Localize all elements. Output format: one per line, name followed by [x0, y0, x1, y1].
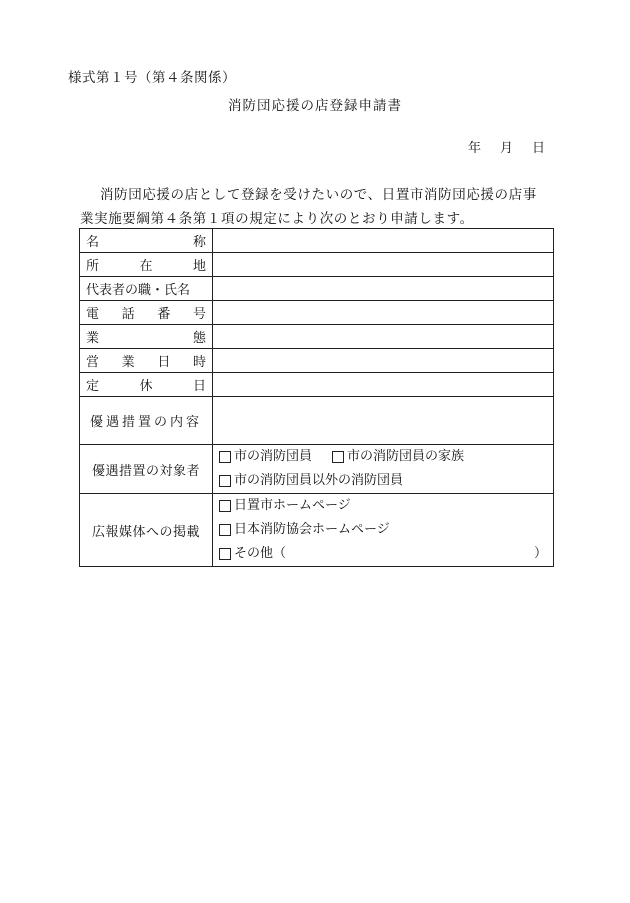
statement-line-1: 消防団応援の店として登録を受けたいので、日置市消防団応援の店事 [100, 187, 537, 203]
label-business-type: 業 態 [80, 325, 213, 349]
application-table [79, 228, 554, 567]
media-option-city-homepage [219, 494, 547, 518]
row-target [80, 445, 554, 494]
checkbox-city-member[interactable] [219, 451, 231, 463]
value-holidays[interactable] [213, 373, 554, 397]
statement-line-2: 業実施要綱第４条第１項の規定により次のとおり申請します。 [80, 211, 474, 227]
target-option-row-2 [219, 469, 547, 493]
form-number: 様式第１号（第４条関係） [68, 70, 236, 86]
row-business-type [80, 325, 554, 349]
date-year-label: 年 [468, 141, 482, 156]
option-other-member: 市の消防団員以外の消防団員 [234, 473, 404, 488]
target-option-row-1 [219, 445, 547, 469]
target-options [213, 445, 554, 494]
row-benefits [80, 397, 554, 445]
label-media: 広報媒体への掲載 [80, 494, 213, 567]
checkbox-city-homepage[interactable] [219, 500, 231, 512]
date-day-label: 日 [532, 141, 546, 156]
checkbox-association-homepage[interactable] [219, 524, 231, 536]
value-business-hours[interactable] [213, 349, 554, 373]
checkbox-other-member[interactable] [219, 475, 231, 487]
value-address[interactable] [213, 253, 554, 277]
row-phone [80, 301, 554, 325]
value-phone[interactable] [213, 301, 554, 325]
media-options [213, 494, 554, 567]
option-city-member: 市の消防団員 [234, 449, 313, 464]
form-title: 消防団応援の店登録申請書 [228, 98, 402, 114]
option-city-member-family: 市の消防団員の家族 [347, 449, 465, 464]
checkbox-media-other[interactable] [219, 548, 231, 560]
label-phone: 電 話 番 号 [80, 301, 213, 325]
media-option-other [219, 542, 547, 566]
label-address: 所 在 地 [80, 253, 213, 277]
value-shop-name[interactable] [213, 229, 554, 253]
date-line [468, 137, 545, 156]
label-target: 優遇措置の対象者 [80, 445, 213, 494]
value-representative[interactable] [213, 277, 554, 301]
label-business-hours: 営 業 日 時 [80, 349, 213, 373]
label-holidays: 定 休 日 [80, 373, 213, 397]
checkbox-city-member-family[interactable] [332, 451, 344, 463]
label-representative: 代表者の職・氏名 [80, 277, 213, 301]
application-statement [80, 183, 556, 231]
label-shop-name: 名 称 [80, 229, 213, 253]
option-association-homepage: 日本消防協会ホームページ [234, 522, 390, 537]
media-option-association-homepage [219, 518, 547, 542]
date-month-label: 月 [500, 141, 514, 156]
row-holidays [80, 373, 554, 397]
row-address [80, 253, 554, 277]
row-business-hours [80, 349, 554, 373]
row-representative [80, 277, 554, 301]
label-benefits: 優遇措置の内容 [80, 397, 213, 445]
option-media-other-close: ） [533, 546, 547, 561]
option-media-other: その他（ [234, 546, 287, 561]
option-city-homepage: 日置市ホームページ [234, 498, 351, 513]
value-business-type[interactable] [213, 325, 554, 349]
row-shop-name [80, 229, 554, 253]
value-benefits[interactable] [213, 397, 554, 445]
row-media [80, 494, 554, 567]
